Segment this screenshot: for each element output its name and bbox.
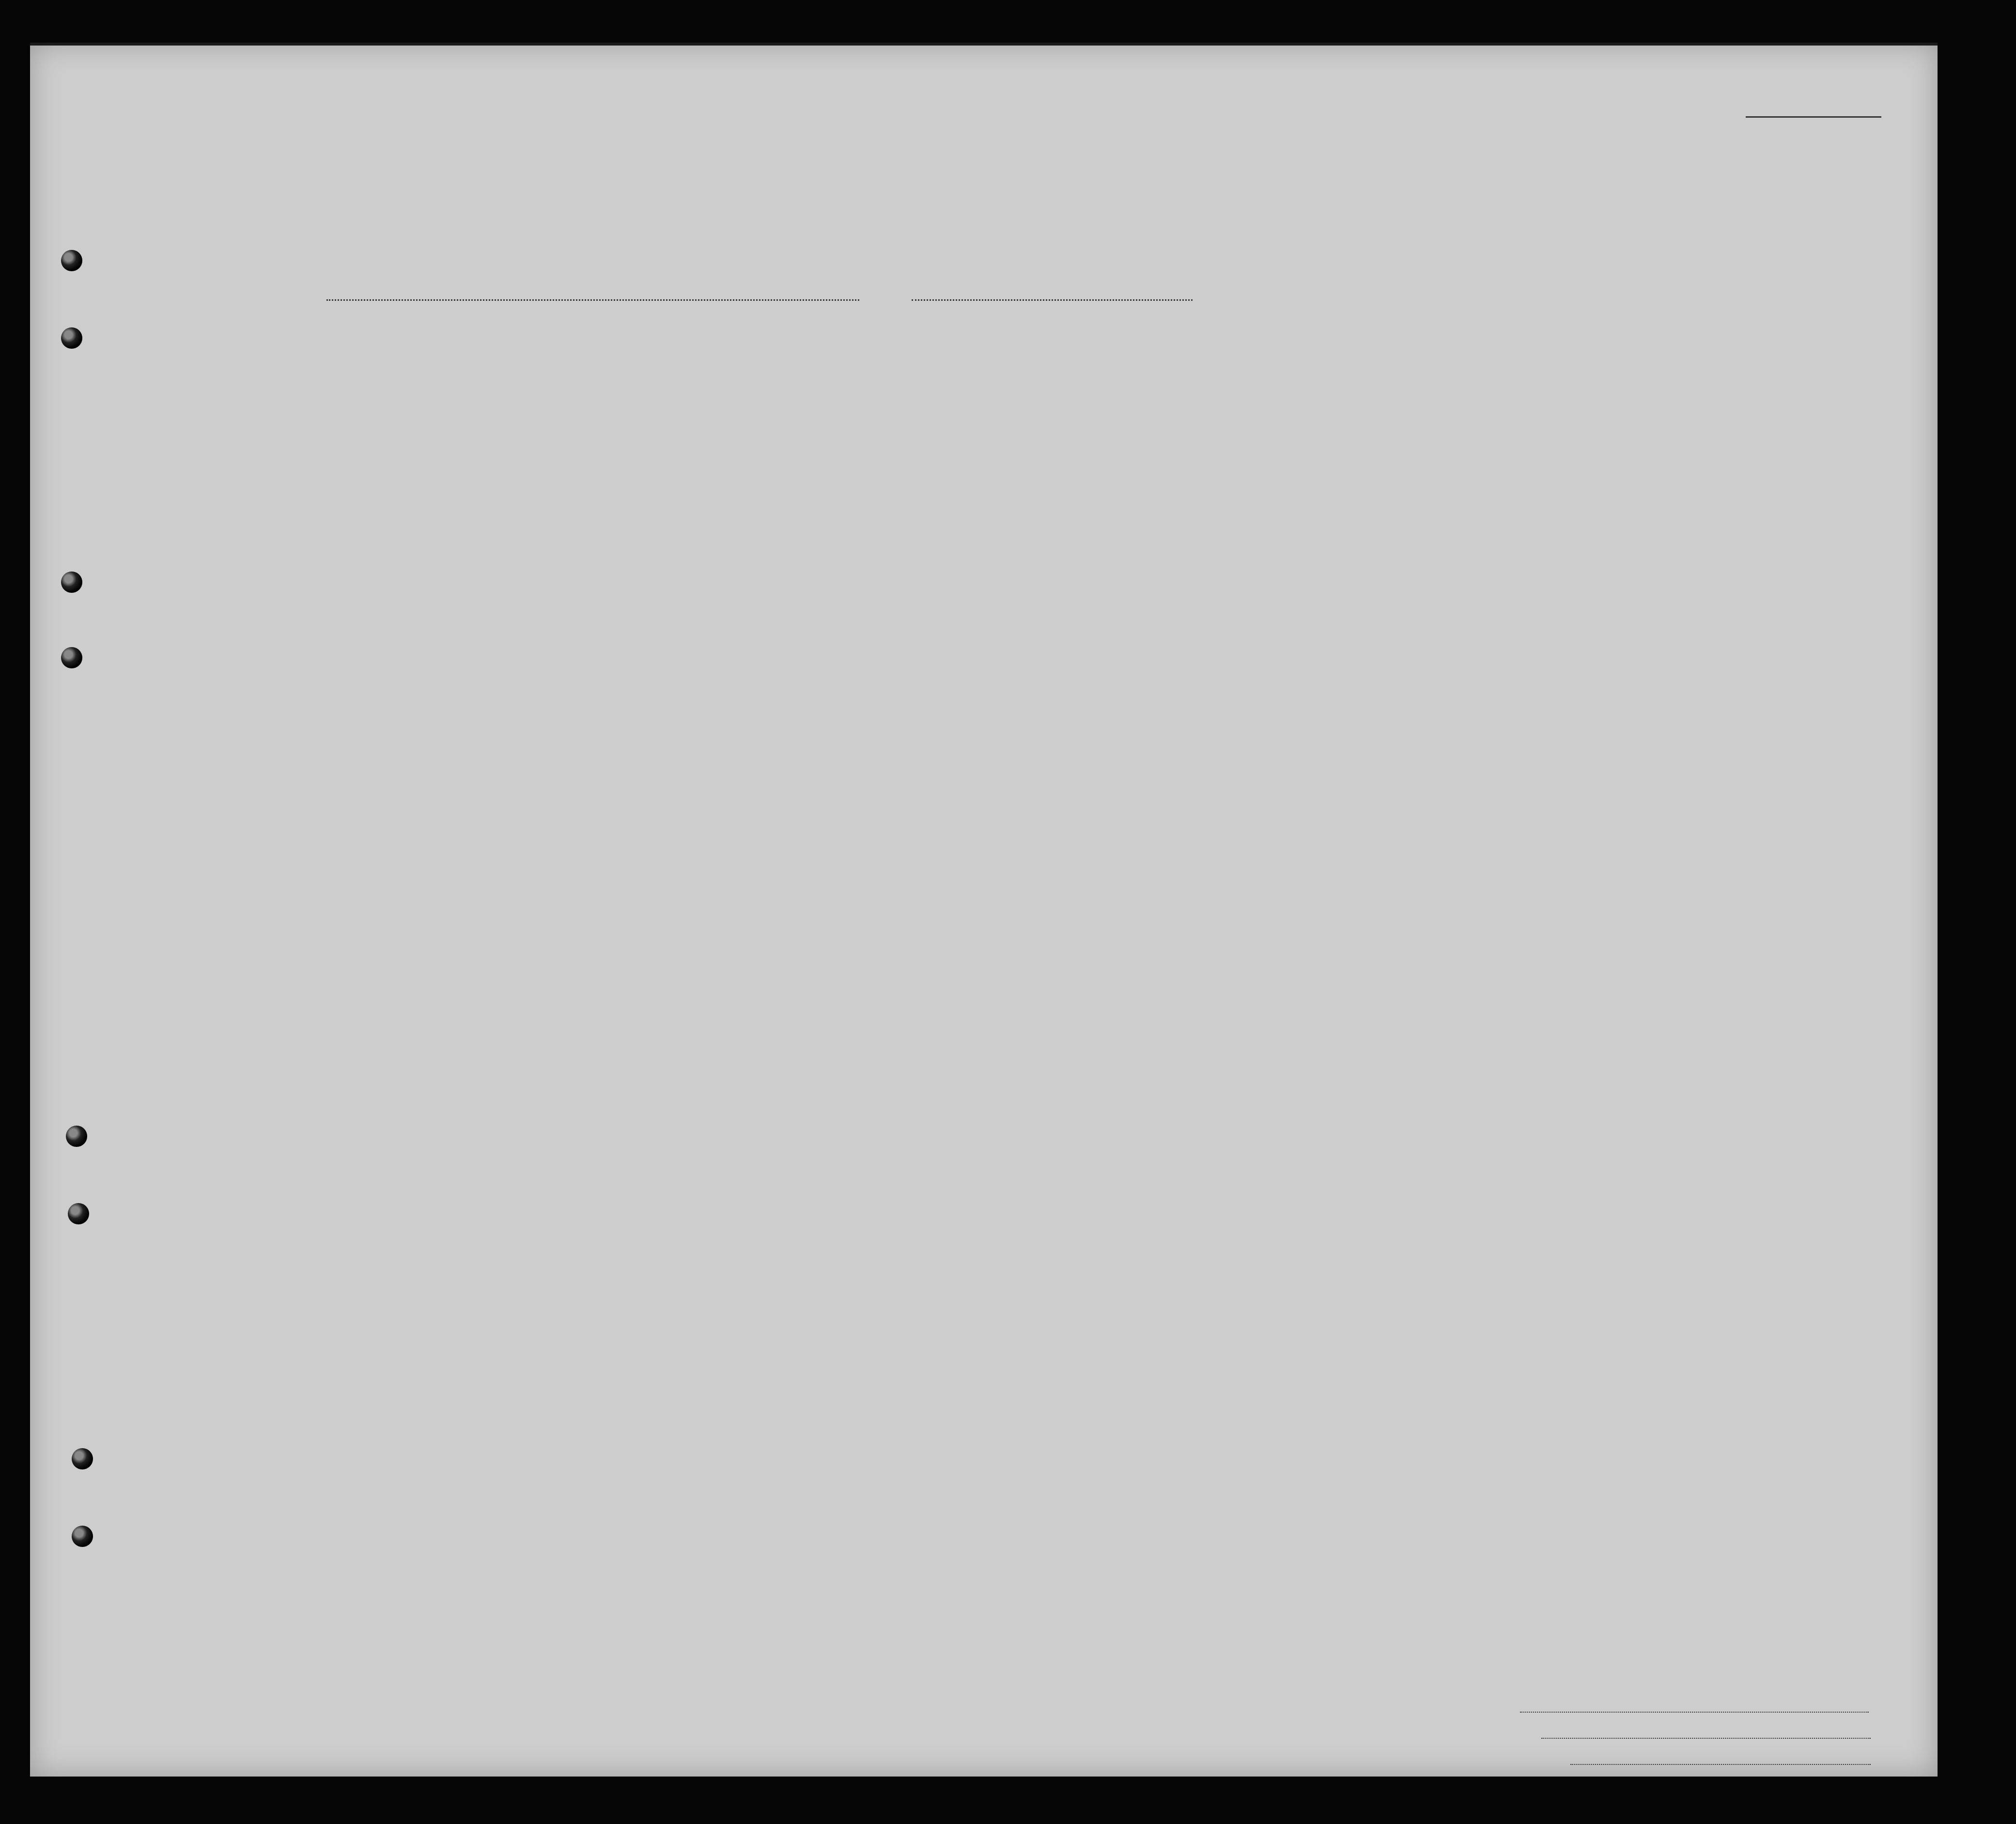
binder-hole xyxy=(72,1526,93,1547)
header-purpose-return xyxy=(1165,385,1194,486)
binder-hole xyxy=(61,647,82,668)
header-deported xyxy=(1481,353,1498,488)
line-field xyxy=(1520,1712,1869,1713)
header-polygamist xyxy=(1315,353,1327,488)
binder-hole xyxy=(68,1203,89,1224)
header-anarchist xyxy=(1339,353,1351,488)
binder-hole xyxy=(61,327,82,349)
binder-hole xyxy=(66,1126,87,1147)
binder-hole xyxy=(61,572,82,593)
header-prison xyxy=(1271,353,1302,488)
header-inches xyxy=(1652,425,1663,469)
header-purpose-length xyxy=(1200,385,1227,486)
binder-hole xyxy=(72,1448,93,1469)
port-line xyxy=(326,299,859,301)
binder-hole xyxy=(61,250,82,271)
header-money xyxy=(681,348,700,488)
header-question-28 xyxy=(1363,353,1421,488)
header-feet xyxy=(1628,425,1639,469)
header-labor-offer xyxy=(1425,353,1450,488)
header-ticket xyxy=(553,348,576,488)
manifest-sheet xyxy=(30,43,1938,1777)
header-purpose-citizen xyxy=(1232,385,1259,486)
date-line xyxy=(912,299,1193,301)
header-excluded xyxy=(1457,353,1473,488)
sheet-edge-top xyxy=(30,43,1938,46)
form-grid xyxy=(30,43,1938,1777)
owners-field xyxy=(1541,1738,1871,1739)
local-agents-field xyxy=(1570,1764,1871,1765)
list-underline xyxy=(1746,116,1881,118)
